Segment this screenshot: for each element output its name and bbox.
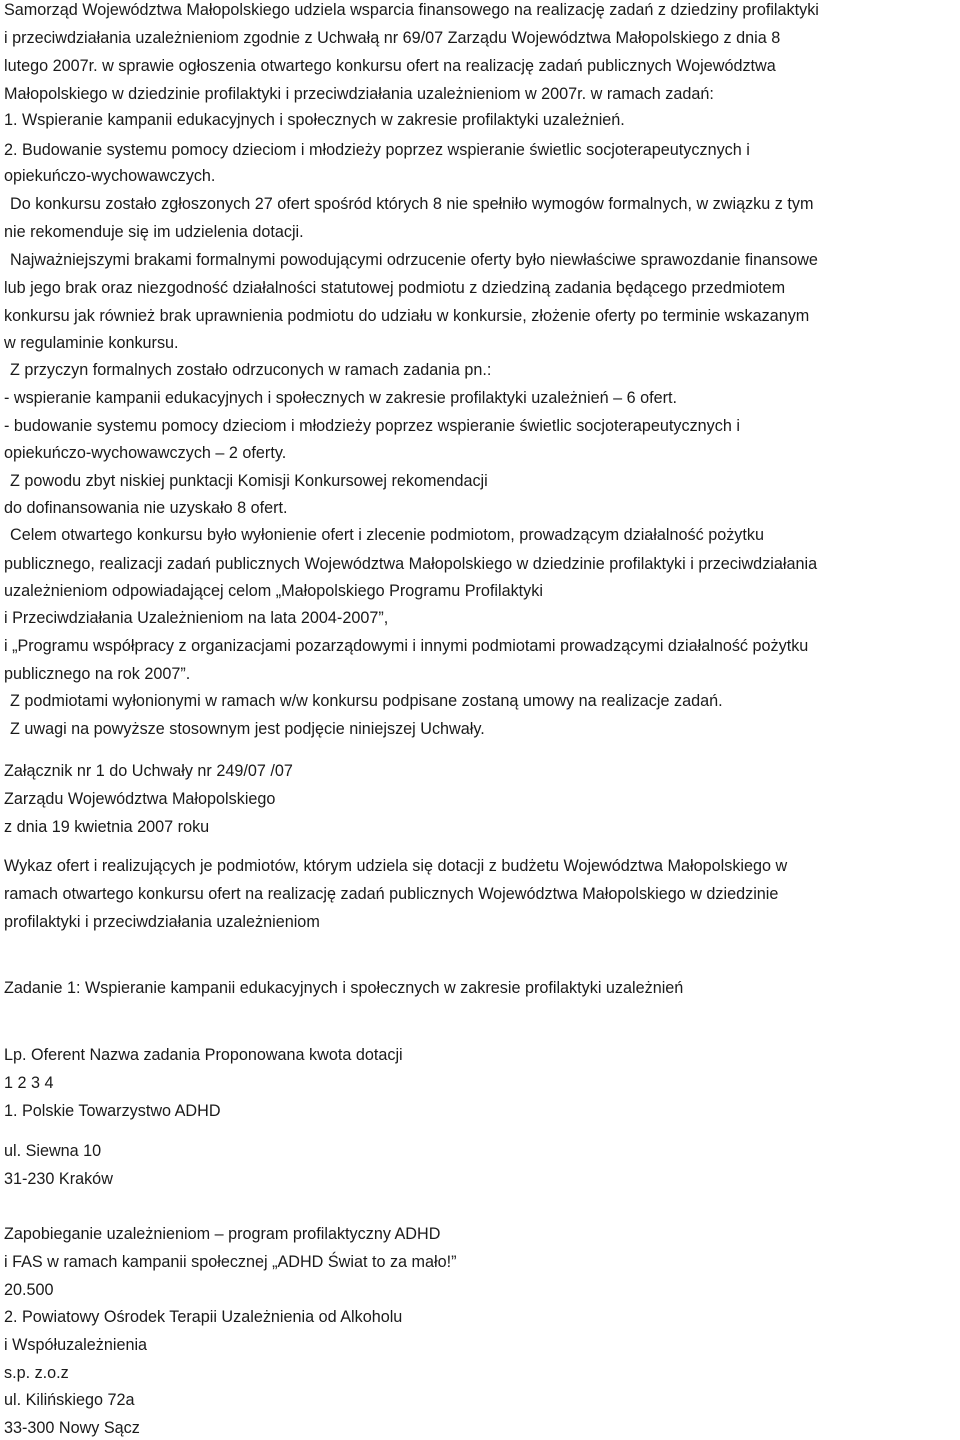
task-2-line-2: opiekuńczo-wychowawczych.	[4, 167, 216, 185]
offer-1-city: 31-230 Kraków	[4, 1170, 113, 1188]
paragraph-goal-line-5: i „Programu współpracy z organizacjami pozarządowymi i innymi podmiotami prowadzącymi działalność pożytku	[4, 637, 809, 655]
offer-1-name: 1. Polskie Towarzystwo ADHD	[4, 1102, 221, 1120]
paragraph-intro-line-2: i przeciwdziałania uzależnieniom zgodnie z Uchwałą nr 69/07 Zarządu Województwa Małopolskiego z dnia 8	[4, 29, 781, 47]
paragraph-low-score-line-1: Z powodu zbyt niskiej punktacji Komisji Konkursowej rekomendacji	[10, 472, 488, 490]
offer-2-name-line-2: i Współuzależnienia	[4, 1336, 148, 1354]
table-column-numbers: 1 2 3 4	[4, 1074, 54, 1092]
rejected-item-1: - wspieranie kampanii edukacyjnych i społecznych w zakresie profilaktyki uzależnień – 6 ofert.	[4, 389, 677, 407]
offer-2-name-line-1: 2. Powiatowy Ośrodek Terapii Uzależnienia od Alkoholu	[4, 1308, 403, 1326]
task-1-line: 1. Wspieranie kampanii edukacyjnych i społecznych w zakresie profilaktyki uzależnień.	[4, 111, 625, 129]
rejected-item-2-line-1: - budowanie systemu pomocy dzieciom i młodzieży poprzez wspieranie świetlic socjoterapeutycznych i	[4, 417, 740, 435]
offer-1-street: ul. Siewna 10	[4, 1142, 102, 1160]
offer-2-city: 33-300 Nowy Sącz	[4, 1419, 140, 1437]
offer-2-street: ul. Kilińskiego 72a	[4, 1391, 135, 1409]
table-header: Lp. Oferent Nazwa zadania Proponowana kwota dotacji	[4, 1046, 403, 1064]
offer-2-legal-form: s.p. z.o.z	[4, 1364, 69, 1382]
annex-heading-line-3: z dnia 19 kwietnia 2007 roku	[4, 818, 210, 836]
offer-1-amount: 20.500	[4, 1281, 54, 1299]
paragraph-deficiencies-line-4: w regulaminie konkursu.	[4, 334, 179, 352]
paragraph-goal-line-1: Celem otwartego konkursu było wyłonienie ofert i zlecenie podmiotom, prowadzącym działalność pożytku	[10, 526, 764, 544]
paragraph-deficiencies-line-1: Najważniejszymi brakami formalnymi powodującymi odrzucenie oferty było niewłaściwe sprawozdanie finansowe	[10, 251, 818, 269]
paragraph-submissions-line-1: Do konkursu zostało zgłoszonych 27 ofert spośród których 8 nie spełniło wymogów formalnych, w związku z tym	[10, 195, 814, 213]
offer-1-task-line-1: Zapobieganie uzależnieniom – program profilaktyczny ADHD	[4, 1225, 441, 1243]
paragraph-conclusion: Z uwagi na powyższe stosownym jest podjęcie niniejszej Uchwały.	[10, 720, 485, 738]
annex-heading-line-1: Załącznik nr 1 do Uchwały nr 249/07 /07	[4, 762, 293, 780]
task-2-line-1: 2. Budowanie systemu pomocy dzieciom i młodzieży poprzez wspieranie świetlic socjoterapeutycznych i	[4, 141, 750, 159]
paragraph-goal-line-3: uzależnieniom odpowiadającej celom „Małopolskiego Programu Profilaktyki	[4, 582, 543, 600]
annex-heading-line-2: Zarządu Województwa Małopolskiego	[4, 790, 276, 808]
paragraph-submissions-line-2: nie rekomenduje się im udzielenia dotacji.	[4, 223, 304, 241]
paragraph-contracts: Z podmiotami wyłonionymi w ramach w/w konkursu podpisane zostaną umowy na realizacje zadań.	[10, 692, 723, 710]
paragraph-intro-line-1: Samorząd Województwa Małopolskiego udziela wsparcia finansowego na realizację zadań z dziedziny profilaktyki	[4, 1, 819, 19]
task-heading: Zadanie 1: Wspieranie kampanii edukacyjnych i społecznych w zakresie profilaktyki uzależnień	[4, 979, 684, 997]
offer-1-task-line-2: i FAS w ramach kampanii społecznej „ADHD Świat to za mało!”	[4, 1253, 457, 1271]
list-intro-line-1: Wykaz ofert i realizujących je podmiotów, którym udziela się dotacji z budżetu Województwa Małopolskiego w	[4, 857, 788, 875]
paragraph-intro-line-3: lutego 2007r. w sprawie ogłoszenia otwartego konkursu ofert na realizację zadań publicznych Województwa	[4, 57, 776, 75]
paragraph-goal-line-6: publicznego na rok 2007”.	[4, 665, 191, 683]
paragraph-goal-line-4: i Przeciwdziałania Uzależnieniom na lata 2004-2007”,	[4, 609, 389, 627]
paragraph-intro-line-4: Małopolskiego w dziedzinie profilaktyki i przeciwdziałania uzależnieniom w 2007r. w ramach zadań:	[4, 85, 714, 103]
paragraph-rejected-heading: Z przyczyn formalnych zostało odrzuconych w ramach zadania pn.:	[10, 361, 492, 379]
paragraph-deficiencies-line-3: konkursu jak również brak uprawnienia podmiotu do udziału w konkursie, złożenie oferty po terminie wskazanym	[4, 307, 810, 325]
list-intro-line-3: profilaktyki i przeciwdziałania uzależnieniom	[4, 913, 320, 931]
list-intro-line-2: ramach otwartego konkursu ofert na realizację zadań publicznych Województwa Małopolskiego w dziedzinie	[4, 885, 779, 903]
paragraph-goal-line-2: publicznego, realizacji zadań publicznych Województwa Małopolskiego w dziedzinie profilaktyki i przeciwdziałania	[4, 555, 818, 573]
rejected-item-2-line-2: opiekuńczo-wychowawczych – 2 oferty.	[4, 444, 287, 462]
paragraph-deficiencies-line-2: lub jego brak oraz niezgodność działalności statutowej podmiotu z dziedziną zadania będącego przedmiotem	[4, 279, 786, 297]
paragraph-low-score-line-2: do dofinansowania nie uzyskało 8 ofert.	[4, 499, 288, 517]
